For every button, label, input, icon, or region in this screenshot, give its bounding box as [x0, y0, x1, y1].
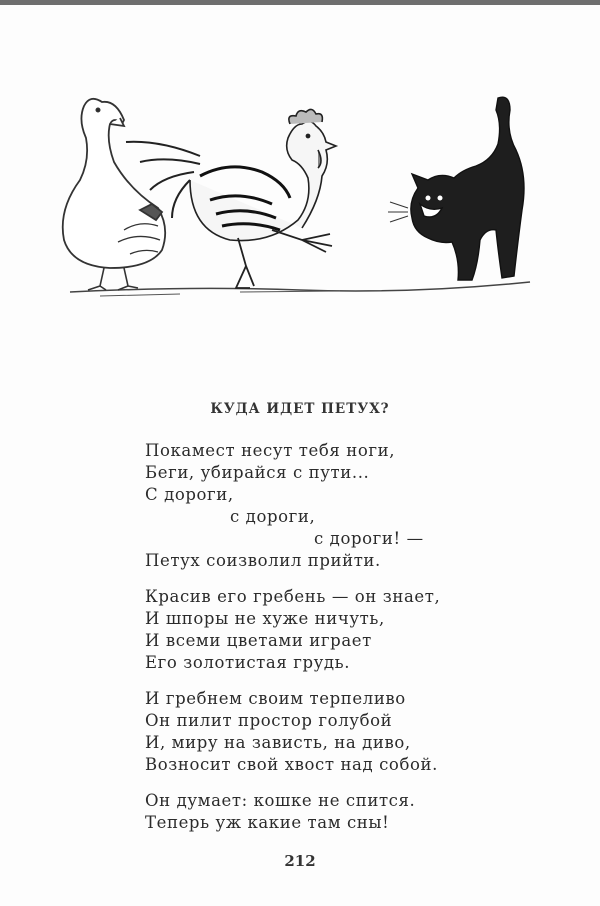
poem-line: Его золотистая грудь. — [145, 653, 351, 672]
poem-line: Петух соизволил прийти. — [145, 551, 381, 570]
cat-drawing — [388, 97, 524, 280]
poem-line: Он пилит простор голубой — [145, 711, 393, 730]
poem-line: И всеми цветами играет — [145, 631, 372, 650]
poem-line: И шпоры не хуже ничуть, — [145, 609, 385, 628]
poem-line: Красив его гребень — он знает, — [145, 587, 441, 606]
poem-line: Возносит свой хвост над собой. — [145, 755, 438, 774]
poem-line: И, миру на зависть, на диво, — [145, 733, 411, 752]
poem-line: С дороги, — [145, 485, 234, 504]
rooster-drawing — [126, 109, 336, 288]
poem-line: Покамест несут тебя ноги, — [145, 441, 396, 460]
poem-line: И гребнем своим терпеливо — [145, 689, 406, 708]
poem-line: с дороги, — [230, 507, 316, 526]
poem-title: КУДА ИДЕТ ПЕТУХ? — [210, 401, 390, 417]
goose-drawing — [63, 99, 165, 290]
poem-line: Беги, убирайся с пути... — [145, 463, 370, 482]
top-border — [0, 0, 600, 5]
poem-line: Он думает: кошке не спится. — [145, 791, 416, 810]
poem-line: с дороги! — — [314, 529, 424, 548]
poem-line: Теперь уж какие там сны! — [145, 813, 390, 832]
illustration — [40, 80, 560, 310]
page-number: 212 — [284, 852, 316, 870]
